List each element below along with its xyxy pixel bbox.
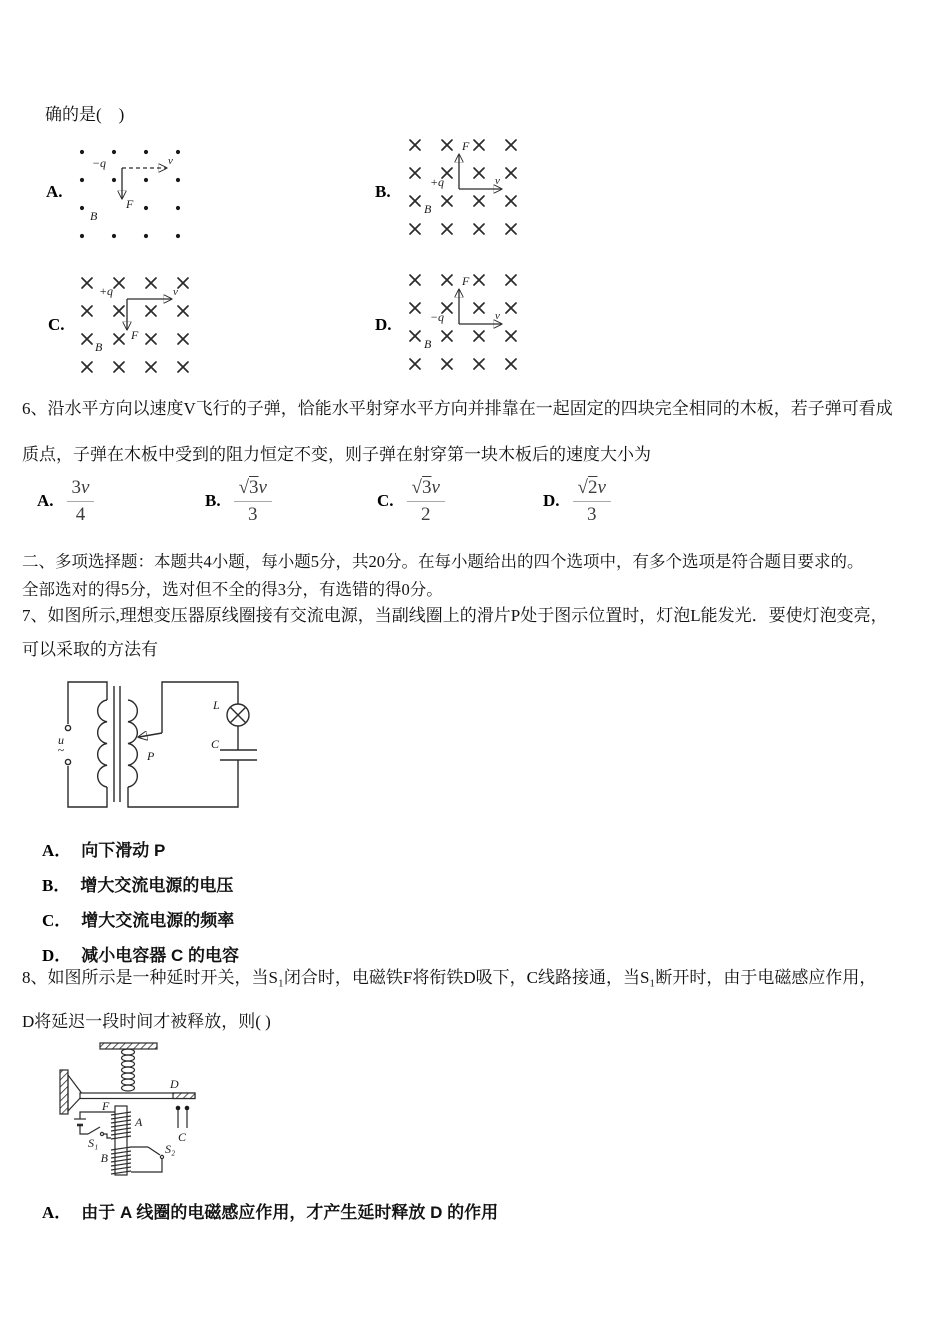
force-label: F — [462, 139, 470, 153]
q5-option-c-field-diagram — [71, 267, 241, 379]
q8-option-a: A． 由于 A 线圈的电磁感应作用，才产生延时释放 D 的作用 — [42, 1198, 498, 1223]
q6-option-c — [377, 472, 445, 530]
battery-bottom-wire — [80, 1125, 88, 1134]
force-label: F — [131, 328, 139, 342]
cross-field-grid — [410, 140, 516, 234]
slider-label: P — [147, 749, 155, 763]
source-tilde: ~ — [57, 743, 64, 757]
charge-label: −q — [429, 310, 445, 324]
secondary-coil — [128, 700, 137, 787]
option-letter: B. — [205, 491, 221, 510]
field-label: B — [90, 209, 98, 223]
switch2-blade — [148, 1147, 160, 1155]
option-text: 增大交流电源的频率 — [81, 911, 235, 930]
source-terminal-top — [65, 725, 70, 730]
option-text: 向下滑动 P — [81, 841, 166, 860]
switch2-contact — [160, 1155, 163, 1158]
q7-option-b: B． 增大交流电源的电压 — [42, 871, 233, 896]
q5-option-b-field-diagram — [399, 129, 569, 241]
q6-option-a — [37, 472, 94, 530]
q6-option-b — [205, 472, 272, 530]
q5-option-d-field-diagram — [399, 264, 569, 376]
charge-label: +q — [98, 284, 114, 298]
contacts-label: C — [177, 1130, 187, 1144]
force-label: F — [462, 274, 470, 288]
secondary-top-wire — [162, 682, 238, 733]
q7-option-d: D． 减小电容器 C 的电容 — [42, 941, 239, 966]
velocity-label: v — [168, 155, 173, 167]
q7-transformer-circuit — [56, 674, 271, 822]
option-letter: A. — [37, 491, 54, 510]
option-text: 减小电容器 C 的电容 — [81, 946, 240, 965]
q6-line1: 6、沿水平方向以速度V飞行的子弹，恰能水平射穿水平方向并排靠在一起固定的四块完全相同的木板，若子弹可看成 — [22, 399, 893, 418]
armature-end — [173, 1093, 195, 1099]
fraction-sqrt3v-2: $\frac{√3v}{2}$ — [407, 477, 445, 525]
option-letter: D. — [543, 491, 560, 510]
armature-label: D — [170, 1077, 179, 1091]
velocity-label: v — [495, 175, 500, 187]
q6-option-d — [543, 472, 611, 530]
section2-line1: 二、多项选择题：本题共4小题，每小题5分，共20分。在每小题给出的四个选项中，有多个选项是符合题目要求的。 — [22, 552, 864, 571]
question6-stem — [22, 386, 893, 478]
q7-option-c: C． 增大交流电源的频率 — [42, 906, 234, 931]
coil-b-label: B — [100, 1151, 108, 1165]
fraction-sqrt2v-3: $\frac{√2v}{3}$ — [573, 477, 611, 525]
secondary-bottom-wire — [128, 760, 238, 807]
switch1-blade — [88, 1127, 100, 1134]
q5-option-b-letter: B. — [375, 182, 391, 201]
q5-option-c-letter: C. — [48, 315, 65, 334]
option-text: 由于 A 线圈的电磁感应作用，才产生延时释放 D 的作用 — [81, 1203, 499, 1222]
wall — [60, 1070, 68, 1114]
question7-stem-line2: 可以采取的方法有 — [22, 640, 158, 659]
question8-stem-line1: 8、如图所示是一种延时开关，当S₁闭合时，电磁铁F将衔铁D吸下，C线路接通，当S₁断开时，由于电磁感应作用， — [22, 968, 877, 987]
q8-delay-switch-diagram — [50, 1040, 220, 1190]
field-label: B — [424, 337, 432, 351]
charge-label: +q — [429, 175, 445, 189]
ceiling — [100, 1043, 157, 1049]
q5-option-a-field-diagram — [66, 136, 236, 248]
q5-option-d-letter: D. — [375, 315, 392, 334]
option-letter: C. — [377, 491, 394, 510]
lamp-label: L — [213, 698, 220, 712]
section2-header — [22, 548, 864, 603]
slider-arrow — [139, 733, 162, 737]
spring — [122, 1049, 135, 1091]
magnet-label: F — [102, 1099, 110, 1113]
source-terminal-bottom — [65, 759, 70, 764]
source-label: u — [58, 733, 64, 747]
section2-line2: 全部选对的得5分，选对但不全的得3分，有选错的得0分。 — [22, 579, 443, 599]
field-label: B — [424, 202, 432, 216]
question8-stem-line2: D将延迟一段时间才被释放，则( ) — [22, 1012, 271, 1031]
switch1-label: S₁ — [88, 1136, 99, 1150]
question7-stem-line1: 7、如图所示,理想变压器原线圈接有交流电源，当副线圈上的滑片P处于图示位置时，灯泡L能发光．要使灯泡变亮， — [22, 606, 888, 625]
q6-line2: 质点，子弹在木板中受到的阻力恒定不变，则子弹在射穿第一块木板后的速度大小为 — [22, 445, 651, 464]
primary-bottom-wire — [68, 766, 107, 807]
charge-label: −q — [91, 156, 107, 170]
primary-coil — [98, 700, 107, 787]
question5-stem-continuation: 确的是( ) — [45, 105, 125, 124]
force-label: F — [126, 197, 134, 211]
capacitor-label: C — [211, 737, 220, 751]
field-label: B — [95, 340, 103, 354]
coil-b-bottom-wire — [131, 1159, 162, 1172]
fraction-sqrt3v-3: $\frac{√3v}{3}$ — [234, 477, 272, 525]
coil-a-label: A — [135, 1115, 143, 1129]
velocity-label: v — [495, 310, 500, 322]
option-text: 增大交流电源的电压 — [80, 876, 234, 895]
battery-top-wire — [80, 1112, 115, 1119]
q5-option-a-letter: A. — [46, 182, 63, 201]
q7-option-a: A． 向下滑动 P — [42, 836, 165, 861]
switch2-label: S₂ — [165, 1142, 176, 1156]
fraction-3v-4: $\frac{3v}{4}$ — [67, 477, 95, 525]
velocity-label: v — [173, 286, 178, 298]
cross-field-grid — [410, 275, 516, 369]
contact-c — [176, 1106, 190, 1128]
